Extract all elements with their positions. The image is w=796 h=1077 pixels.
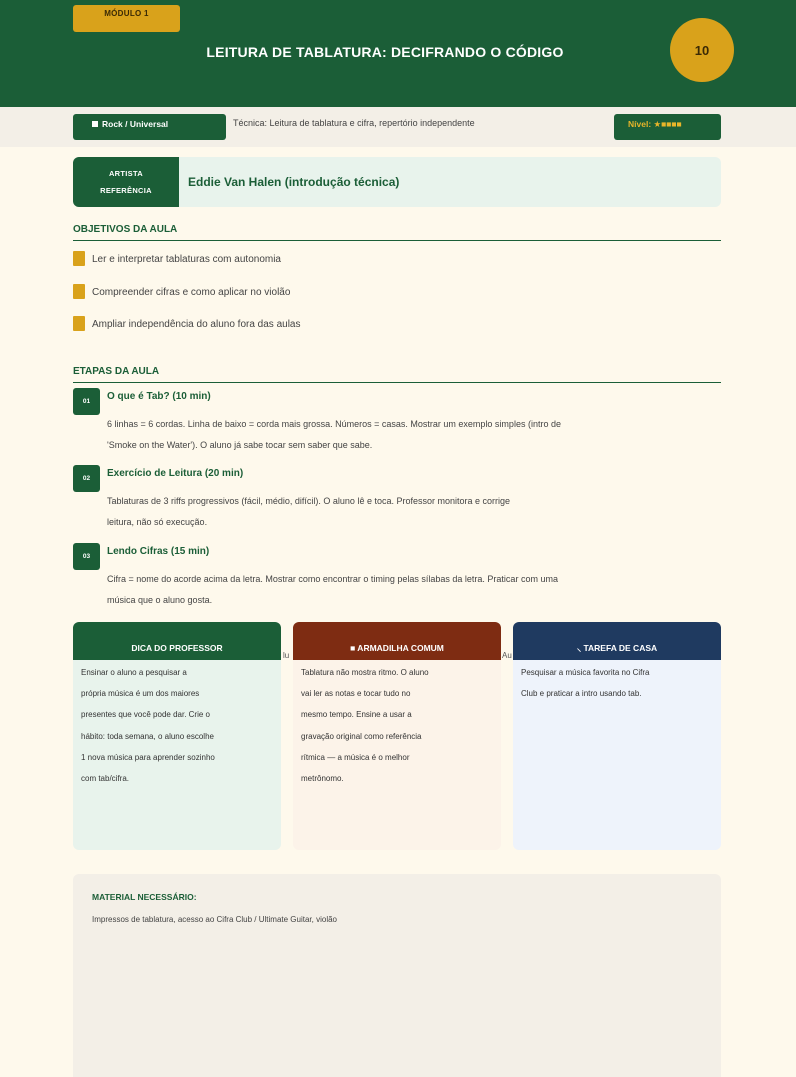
- card-text-line: com tab/cifra.: [81, 774, 130, 784]
- step-number-badge: 01: [73, 388, 100, 415]
- homework-title: ⸜ TAREFA DE CASA: [513, 622, 721, 660]
- card-text-line: 1 nova música para aprender sozinho: [81, 752, 215, 762]
- step-title: O que é Tab? (10 min): [107, 391, 211, 402]
- card-text-line: hábito: toda semana, o aluno escolhe: [81, 731, 214, 741]
- artist-reference-card: [73, 157, 721, 207]
- step-description: [107, 414, 627, 456]
- objectives-heading: OBJETIVOS DA AULA: [73, 224, 721, 241]
- common-trap-card: [293, 622, 501, 850]
- card-text-line: Pesquisar a música favorita no Cifra: [521, 668, 650, 677]
- step-description-line: leitura, não só execução.: [107, 517, 208, 527]
- step-description-line: Tablaturas de 3 riffs progressivos (fácil, médio, difícil). O aluno lê e toca. Professor monitora e corrige: [107, 496, 511, 506]
- step-title: Exercício de Leitura (20 min): [107, 468, 244, 479]
- card-text-line: Ensinar o aluno a pesquisar a: [81, 668, 187, 677]
- bullet-marker-icon: [73, 316, 85, 331]
- teacher-tip-body: [81, 662, 241, 789]
- page-title: LEITURA DE TABLATURA: DECIFRANDO O CÓDIGO: [206, 44, 564, 60]
- artist-label-line: REFERÊNCIA: [100, 186, 152, 195]
- card-text-line: rítmica — a música é o melhor: [301, 752, 410, 762]
- square-icon: [92, 121, 98, 127]
- materials-title: MATERIAL NECESSÁRIO:: [92, 892, 197, 902]
- technique-text: Técnica: Leitura de tablatura e cifra, repertório independente: [233, 118, 475, 128]
- info-strip: [0, 107, 796, 147]
- card-text-line: mesmo tempo. Ensine a usar a: [301, 710, 412, 720]
- steps-heading: ETAPAS DA AULA: [73, 366, 721, 383]
- card-text-line: presentes que você pode dar. Crie o: [81, 710, 210, 720]
- materials-text: Impressos de tablatura, acesso ao Cifra Club / Ultimate Guitar, violão: [92, 915, 337, 924]
- step-description-line: 6 linhas = 6 cordas. Linha de baixo = corda mais grossa. Números = casas. Mostrar um exemplo simples (intro de: [107, 419, 561, 429]
- step-description-line: música que o aluno gosta.: [107, 595, 213, 605]
- common-trap-title: ■ ARMADILHA COMUM: [293, 622, 501, 660]
- step-description-line: 'Smoke on the Water'). O aluno já sabe tocar sem saber que sabe.: [107, 440, 373, 450]
- common-trap-body: [301, 662, 461, 789]
- level-badge: Nível: ★■■■■: [614, 114, 721, 140]
- module-badge: MÓDULO 1: [73, 5, 180, 32]
- objective-text: Ler e interpretar tablaturas com autonomia: [92, 254, 281, 265]
- card-text-line: Club e praticar a intro usando tab.: [521, 689, 642, 699]
- genre-badge: [73, 114, 226, 140]
- teacher-tip-title: DICA DO PROFESSOR: [73, 622, 281, 660]
- objective-text: Compreender cifras e como aplicar no violão: [92, 287, 291, 298]
- card-text-line: gravação original como referência: [301, 731, 422, 741]
- genre-label: Rock / Universal: [102, 119, 169, 129]
- overflow-text-fragment: Au: [502, 651, 512, 660]
- homework-body: [521, 662, 681, 704]
- artist-label-line: ARTISTA: [108, 169, 144, 178]
- artist-name: Eddie Van Halen (introdução técnica): [188, 175, 400, 189]
- objective-text: Ampliar independência do aluno fora das aulas: [92, 319, 301, 330]
- step-description-line: Cifra = nome do acorde acima da letra. Mostrar como encontrar o timing pelas sílabas da letra. Praticar com uma: [107, 574, 558, 584]
- card-text-line: Tablatura não mostra ritmo. O aluno: [301, 668, 429, 677]
- step-description: [107, 569, 627, 611]
- card-text-line: vai ler as notas e tocar tudo no: [301, 689, 411, 699]
- overflow-text-fragment: lu: [283, 651, 290, 660]
- teacher-tip-card: [73, 622, 281, 850]
- card-text-line: metrônomo.: [301, 774, 344, 784]
- artist-reference-label: [73, 157, 179, 207]
- bullet-marker-icon: [73, 284, 85, 299]
- card-text-line: própria música é um dos maiores: [81, 689, 200, 699]
- step-number-badge: 03: [73, 543, 100, 570]
- lesson-number-badge: 10: [670, 18, 734, 82]
- materials-box: [73, 874, 721, 1077]
- bullet-marker-icon: [73, 251, 85, 266]
- homework-card: [513, 622, 721, 850]
- step-title: Lendo Cifras (15 min): [107, 546, 210, 557]
- lesson-header: [0, 0, 796, 107]
- step-description: [107, 491, 627, 533]
- step-number-badge: 02: [73, 465, 100, 492]
